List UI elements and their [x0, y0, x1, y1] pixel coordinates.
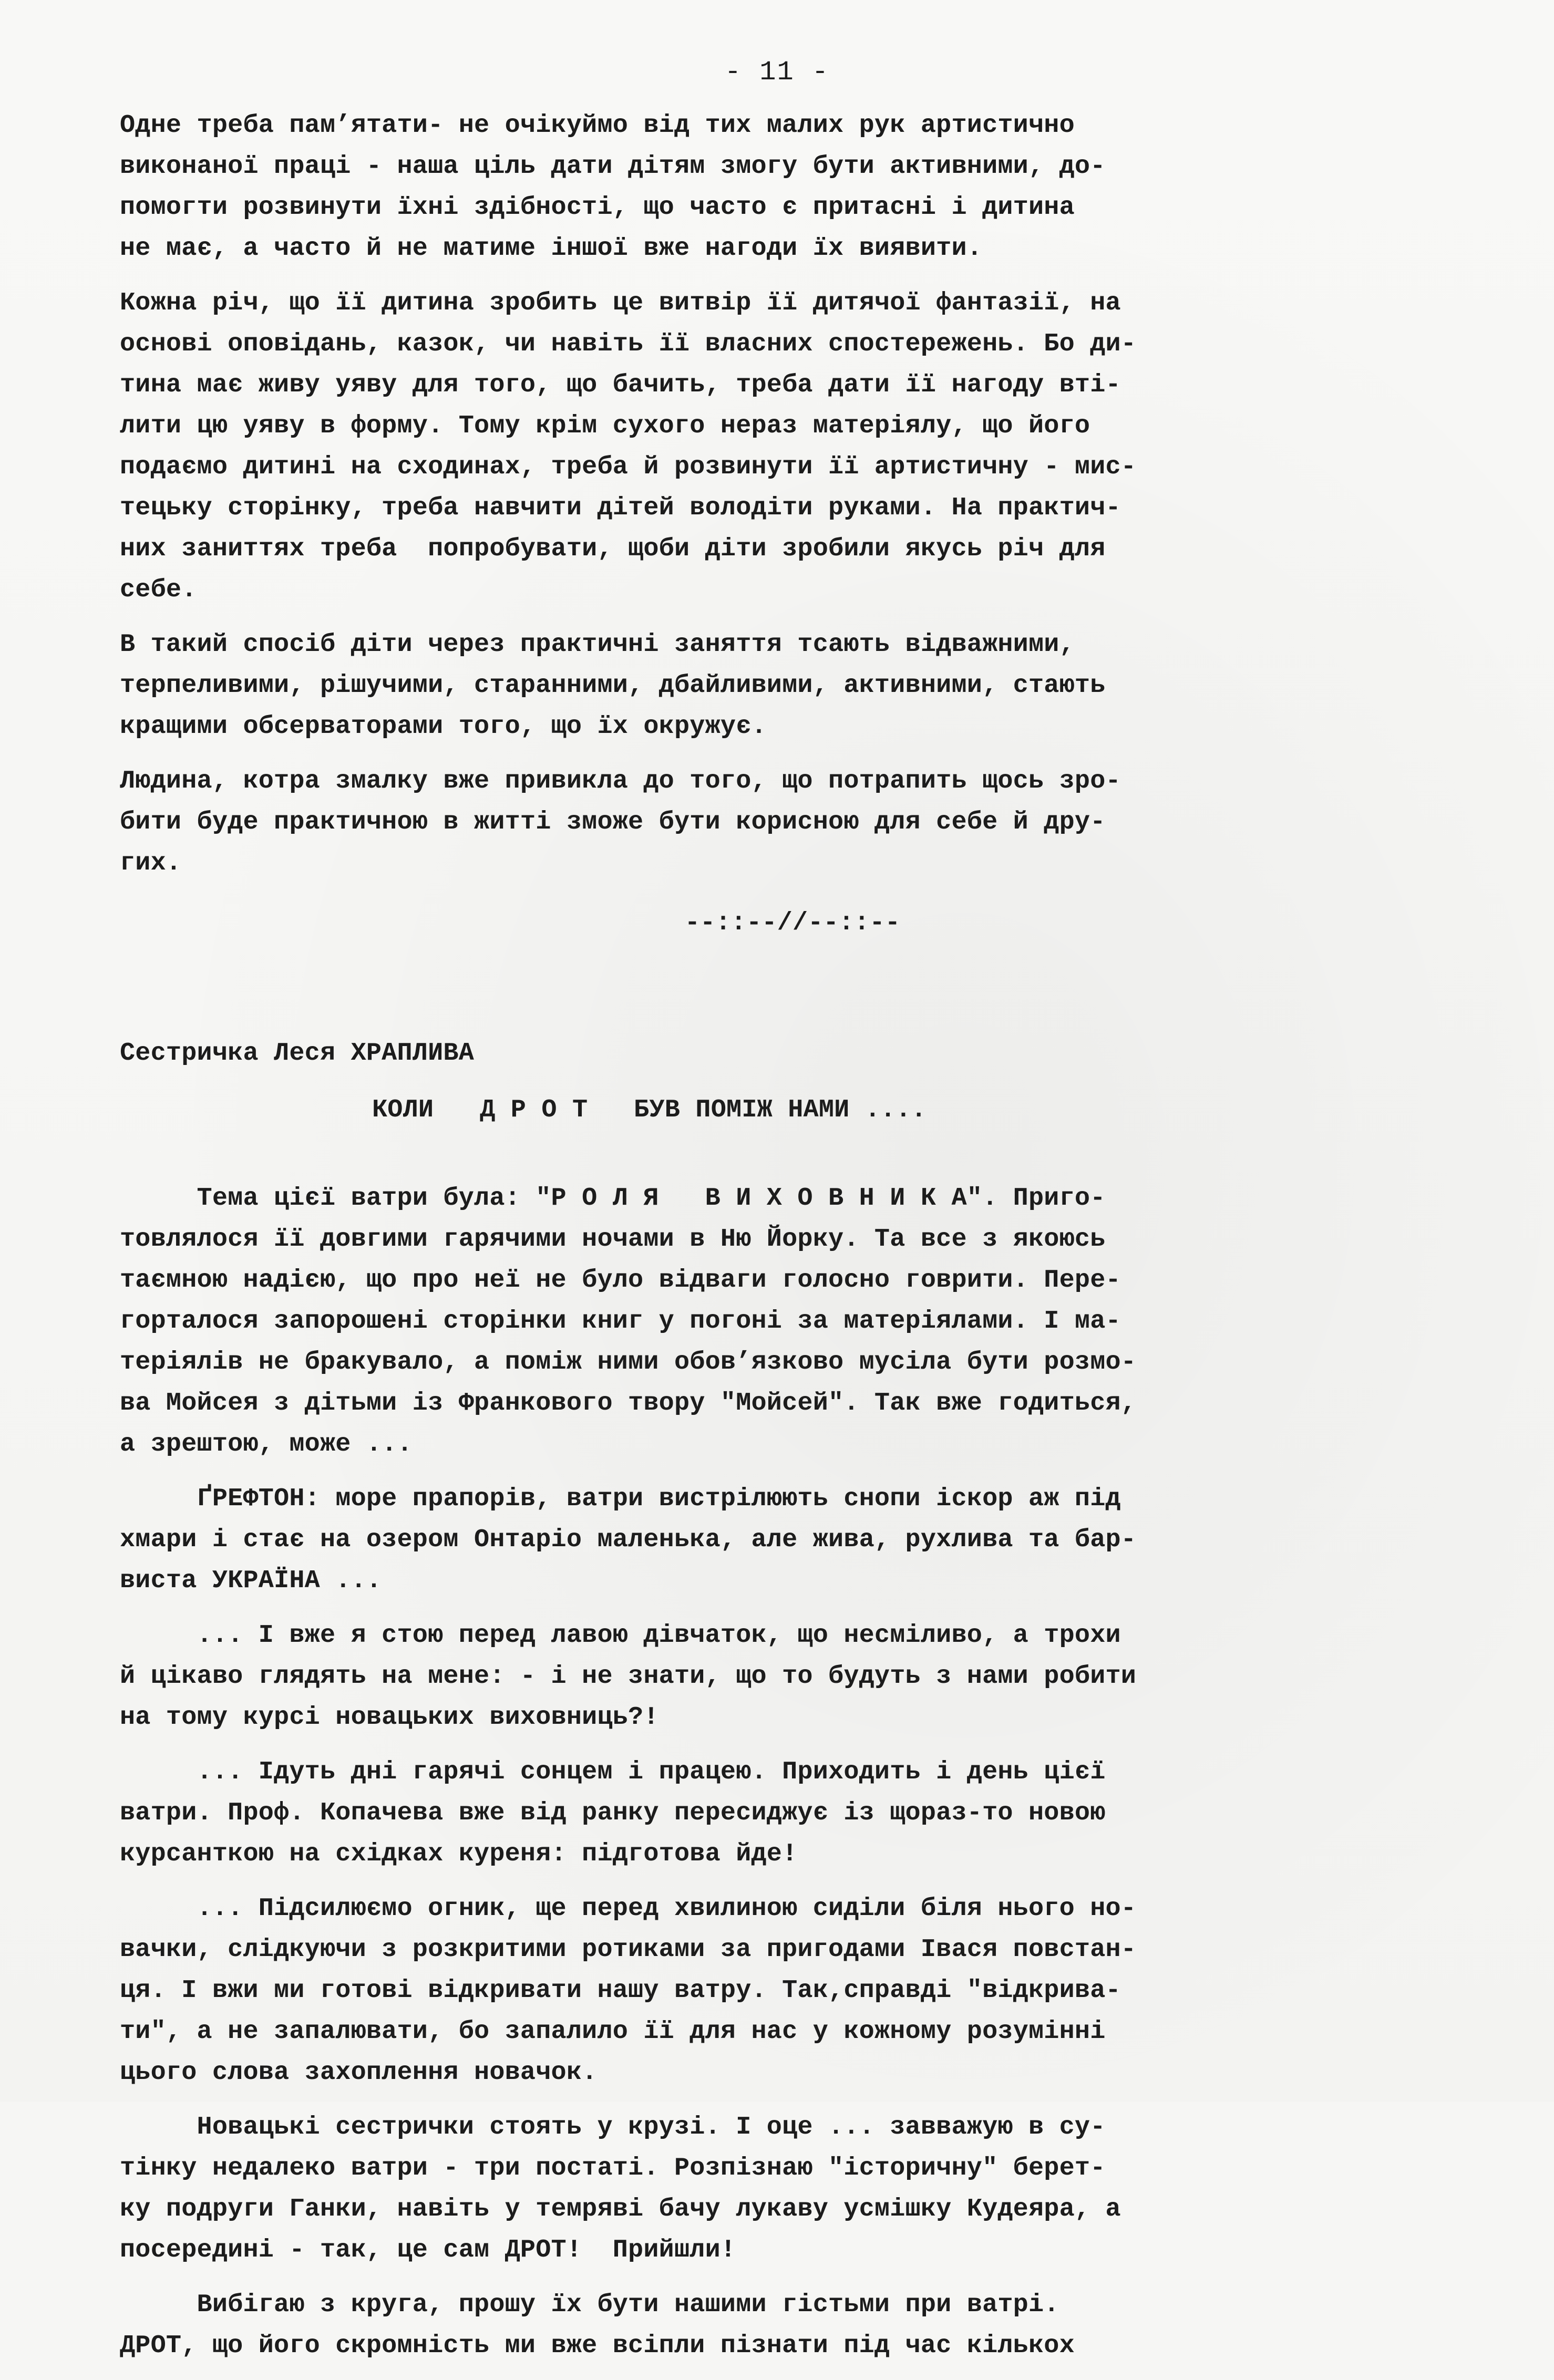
separator-text: --::--//--::--	[684, 908, 901, 937]
text-line: лити цю уяву в форму. Тому крім сухого нераз матеріялу, що його	[120, 411, 1090, 440]
paragraph	[120, 1178, 1465, 1465]
text-line: Тема цієї ватри була: "Р О Л Я В И Х О В Н И К А". Приго-	[120, 1184, 1106, 1213]
author-name: Сестричка Леся ХРАПЛИВА	[120, 1039, 475, 1068]
text-line: подаємо дитині на сходинах, треба й розвинути її артистичну - мис-	[120, 452, 1137, 481]
text-line: ва Мойсея з дітьми із Франкового твору "Мойсей". Так вже годиться,	[120, 1389, 1137, 1417]
text-line: й цікаво глядять на мене: - і не знати, що то будуть з нами робити	[120, 1662, 1137, 1691]
paragraph	[120, 1615, 1465, 1738]
text-line: кращими обсерваторами того, що їх окружує.	[120, 712, 767, 741]
paragraph	[120, 1478, 1465, 1601]
text-line: ... Підсилюємо огник, ще перед хвилиною сиділи біля нього но-	[120, 1894, 1137, 1923]
text-line: ... Ідуть дні гарячі сонцем і працею. Приходить і день цієї	[120, 1757, 1106, 1786]
text-line: ДРОТ, що його скромність ми вже всіпли пізнати під час кількох	[120, 2331, 1075, 2360]
paragraph	[120, 2107, 1465, 2271]
paragraph	[120, 105, 1465, 269]
text-line: них заниттях треба попробувати, щоби діти зробили якусь річ для	[120, 534, 1106, 563]
text-line: ця. І вжи ми готові відкривати нашу ватру. Так,справді "відкрива-	[120, 1976, 1121, 2005]
text-line: Вибігаю з круга, прошу їх бути нашими гістьми при ватрі.	[120, 2290, 1059, 2319]
text-line: виста УКРАЇНА ...	[120, 1566, 382, 1595]
text-line: ти", а не запалювати, бо запалило її для нас у кожному розумінні	[120, 2017, 1106, 2046]
paragraph	[120, 1752, 1465, 1875]
text-line: тецьку сторінку, треба навчити дітей володіти руками. На практич-	[120, 493, 1121, 522]
text-line: Новацькі сестрички стоять у крузі. І оце ... завважую в су-	[120, 2113, 1106, 2141]
text-line: на тому курсі новацьких виховниць?!	[120, 1703, 659, 1732]
text-line: основі оповідань, казок, чи навіть її власних спостережень. Бо ди-	[120, 329, 1137, 358]
text-line: себе.	[120, 575, 197, 604]
text-line: хмари і стає на озером Онтаріо маленька, але жива, рухлива та бар-	[120, 1525, 1137, 1554]
text-line: бити буде практичною в житті зможе бути корисною для себе й дру-	[120, 808, 1106, 836]
text-line: Людина, котра змалку вже привикла до того, що потрапить щось зро-	[120, 767, 1121, 795]
text-line: тінку недалеко ватри - три постаті. Розпізнаю "історичну" берет-	[120, 2154, 1106, 2182]
text-line: помогти розвинути їхні здібності, що часто є притасні і дитина	[120, 193, 1075, 222]
text-line: гих.	[120, 848, 182, 877]
text-line: виконаної праці - наша ціль дати дітям змогу бути активними, до-	[120, 152, 1106, 181]
page-number: - 11 -	[724, 57, 830, 88]
text-line: Кожна річ, що її дитина зробить це витвір її дитячої фантазії, на	[120, 288, 1121, 317]
section-story	[120, 1178, 1465, 2366]
text-line: тина має живу уяву для того, що бачить, треба дати її нагоду вті-	[120, 370, 1121, 399]
text-line: таємною надією, що про неї не було відваги голосно говрити. Пере-	[120, 1266, 1121, 1295]
text-line: В такий спосіб діти через практичні заняття тсають відважними,	[120, 630, 1075, 659]
text-line: цього слова захоплення новачок.	[120, 2058, 598, 2087]
section-intro	[120, 105, 1465, 884]
text-line: не має, а часто й не матиме іншої вже нагоди їх виявити.	[120, 234, 983, 263]
text-line: горталося запорошені сторінки книг у погоні за матеріялами. І ма-	[120, 1307, 1121, 1336]
paragraph	[120, 2284, 1465, 2366]
text-line: ... І вже я стою перед лавою дівчаток, що несміливо, а трохи	[120, 1621, 1121, 1650]
text-line: теріялів не бракувало, а поміж ними обов’язково мусіла бути розмо-	[120, 1348, 1137, 1377]
article-title	[120, 1090, 1465, 1131]
text-line: ҐРЕФТОН: море прапорів, ватри вистрілюють снопи іскор аж під	[120, 1484, 1121, 1513]
text-line: Одне треба пам’ятати- не очікуймо від тих малих рук артистично	[120, 111, 1075, 140]
paragraph	[120, 761, 1465, 884]
paragraph	[120, 1888, 1465, 2093]
text-line: ватри. Проф. Копачева вже від ранку пересиджує із щораз-то новою	[120, 1798, 1106, 1827]
text-line: а зрештою, може ...	[120, 1430, 413, 1458]
text-line: курсанткою на східках куреня: підготова йде!	[120, 1839, 798, 1868]
paragraph	[120, 283, 1465, 610]
text-line: вачки, слідкуючи з розкритими ротиками за пригодами Івася повстан-	[120, 1935, 1137, 1964]
document-body	[120, 105, 1465, 2380]
article-title-text: КОЛИ Д Р О Т БУВ ПОМІЖ НАМИ ....	[372, 1095, 927, 1124]
section-separator	[120, 903, 1465, 944]
text-line: терпеливими, рішучими, старанними, дбайливими, активними, стають	[120, 671, 1106, 700]
text-line: ку подруги Ганки, навіть у темряві бачу лукаву усмішку Кудеяра, а	[120, 2195, 1121, 2223]
text-line: посередині - так, це сам ДРОТ! Прийшли!	[120, 2236, 736, 2264]
author-line	[120, 1033, 1465, 1074]
text-line: товлялося її довгими гарячими ночами в Ню Йорку. Та все з якоюсь	[120, 1225, 1106, 1254]
paragraph	[120, 624, 1465, 747]
